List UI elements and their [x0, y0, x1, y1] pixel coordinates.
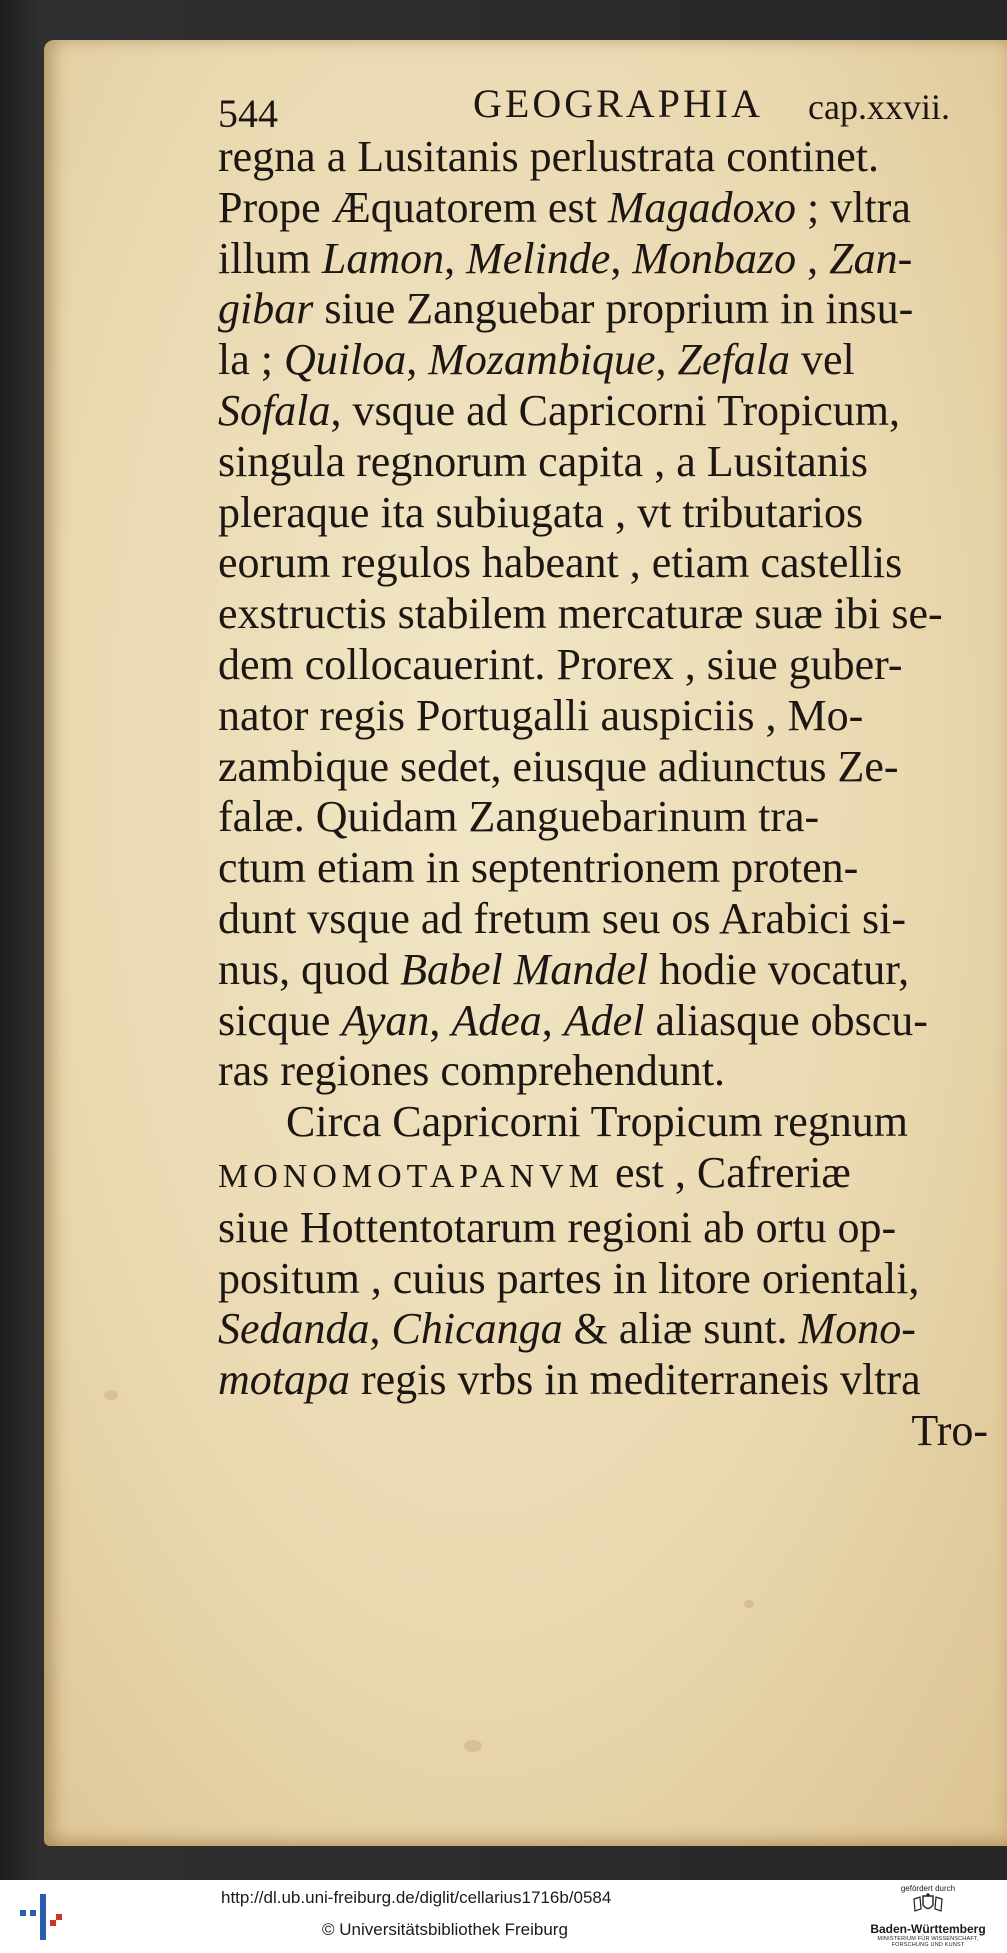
sponsor-ministry-name: MINISTERIUM FÜR WISSENSCHAFT, FORSCHUNG UND KUNST	[877, 1936, 979, 1948]
university-library-logo-icon	[20, 1894, 64, 1940]
text-line: Sedanda, Chicanga & aliæ sunt. Mono-	[218, 1304, 916, 1354]
text-line: nator regis Portugalli auspiciis , Mo-	[218, 690, 864, 740]
text-line: MONOMOTAPANVM est , Cafreriæ	[218, 1147, 851, 1197]
text-line: ctum etiam in septentrionem proten-	[218, 843, 859, 893]
text-line: exstructis stabilem mercaturæ suæ ibi se-	[218, 589, 943, 639]
running-title: GEOGRAPHIA	[473, 81, 763, 126]
text-line: singula regnorum capita , a Lusitanis	[218, 436, 869, 486]
body-text	[218, 132, 996, 1457]
copyright-notice: © Universitätsbibliothek Freiburg	[322, 1920, 568, 1939]
state-coat-of-arms-icon	[911, 1893, 945, 1915]
page-header	[218, 76, 998, 136]
chapter-label: cap.xxvii.	[808, 87, 950, 127]
text-line: dunt vsque ad fretum seu os Arabici si-	[218, 893, 906, 943]
text-line: dem collocauerint. Prorex , siue guber-	[218, 639, 903, 689]
text-line: regna a Lusitanis perlustrata continet.	[218, 132, 879, 181]
text-line: illum Lamon, Melinde, Monbazo , Zan-	[218, 233, 913, 283]
sponsor-state-name: Baden-Württemberg	[870, 1922, 986, 1936]
text-line: la ; Quiloa, Mozambique, Zefala vel	[218, 335, 855, 385]
paper-stain	[744, 1600, 754, 1608]
text-line: sicque Ayan, Adea, Adel aliasque obscu-	[218, 995, 928, 1045]
sponsor-badge	[858, 1884, 998, 1950]
catchword: Tro-	[911, 1405, 988, 1455]
text-line: Prope Æquatorem est Magadoxo ; vltra	[218, 182, 911, 232]
viewer-footer	[0, 1880, 1007, 1953]
paper-stain	[464, 1740, 482, 1752]
text-line: zambique sedet, eiusque adiunctus Ze-	[218, 741, 899, 791]
text-line: eorum regulos habeant , etiam castellis	[218, 538, 903, 588]
permalink-url[interactable]: http://dl.ub.uni-freiburg.de/diglit/cellarius1716b/0584	[221, 1888, 612, 1907]
paragraph-start-line: Circa Capricorni Tropicum regnum	[286, 1097, 909, 1147]
paper-stain	[104, 1390, 118, 1400]
text-line: nus, quod Babel Mandel hodie vocatur,	[218, 944, 910, 994]
text-line: gibar siue Zanguebar proprium in insu-	[218, 284, 914, 334]
sponsor-funded-label: gefördert durch	[900, 1884, 956, 1893]
text-line: falæ. Quidam Zanguebarinum tra-	[218, 792, 820, 842]
text-line: siue Hottentotarum regioni ab ortu op-	[218, 1202, 897, 1252]
text-line: pleraque ita subiugata , vt tributarios	[218, 487, 864, 537]
text-line: positum , cuius partes in litore orientali,	[218, 1253, 920, 1303]
text-line: Sofala, vsque ad Capricorni Tropicum,	[218, 385, 900, 435]
text-line: motapa regis vrbs in mediterraneis vltra	[218, 1355, 921, 1405]
text-line: ras regiones comprehendunt.	[218, 1046, 726, 1096]
page-number: 544	[218, 91, 278, 136]
